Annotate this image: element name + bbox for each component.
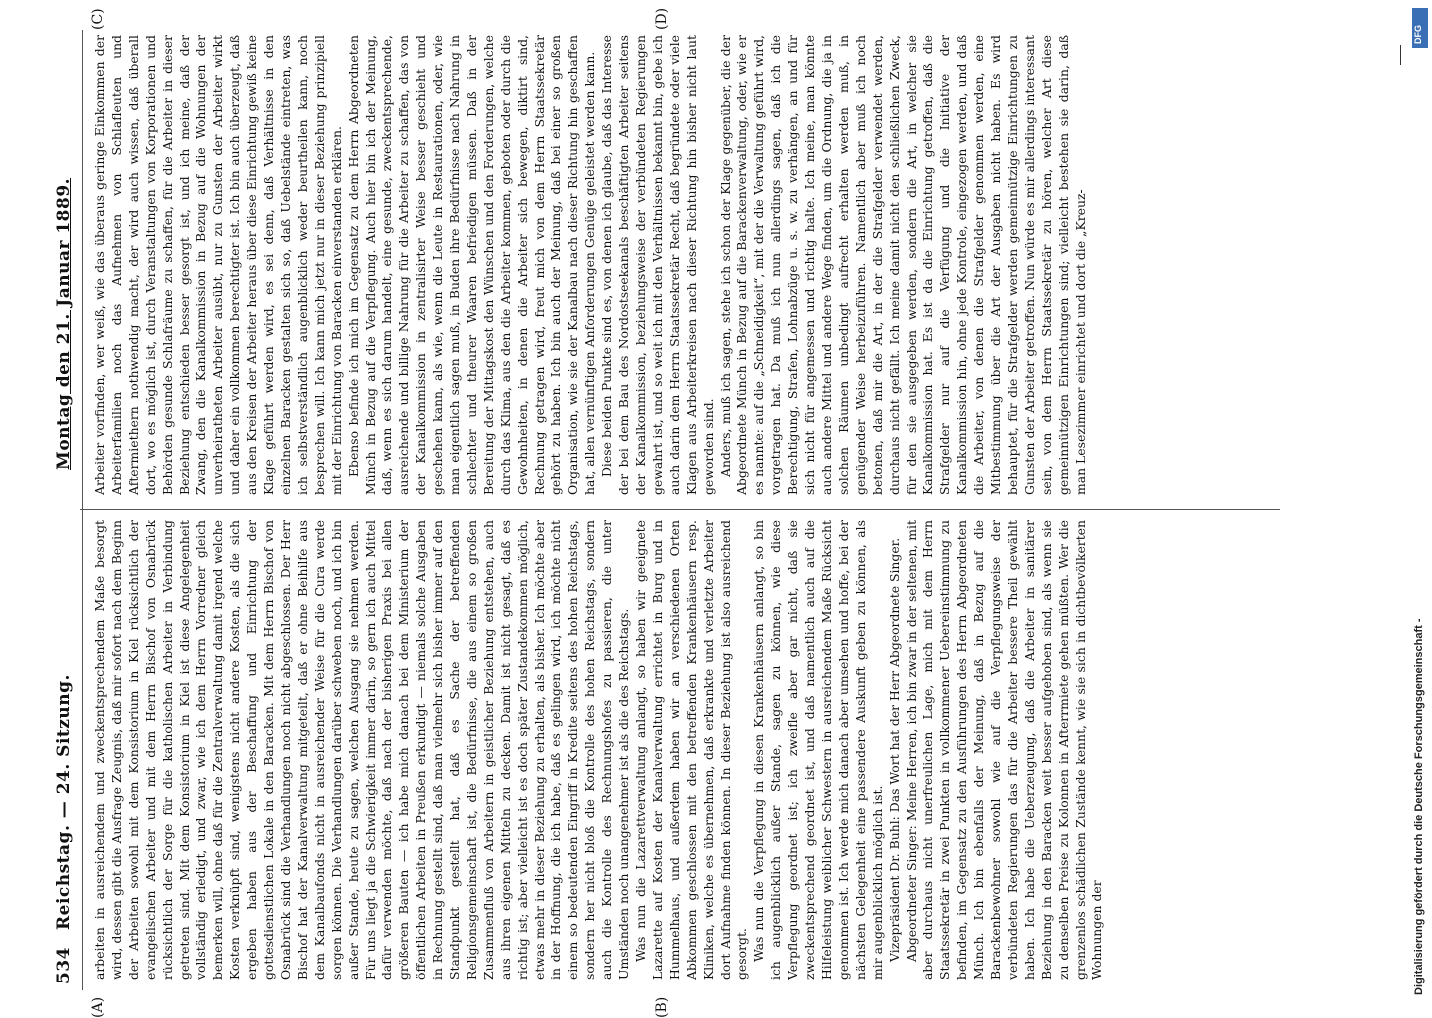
margin-marker-b: (B): [654, 996, 670, 1018]
session-date: Montag den 21. Januar 1889.: [54, 177, 74, 470]
page-number: 534: [54, 947, 74, 984]
speaker-announcement: Vizepräsident Dr. Buhl: Das Wort hat der Herr Abgeordnete Singer.: [886, 537, 902, 962]
page-header: [50, 30, 80, 990]
margin-marker-c: (C): [90, 8, 106, 30]
paragraph: Anders, muß ich sagen, stehe ich schon der Klage gegenüber, die der Abgeordnete Münch in Bezug auf die Barackenverwaltung, oder, wie er es nannte: auf die „Schneidigkeit“, mit der die Verwaltung geführt wird, vorgetragen hat. Da muß ich nun allerdings sagen, daß ich die Berechtigung, Strafen, Lohnabzüge u. s. w. zu verhängen, an und für sich nicht für angemessen und richtig halte. Ich meine, man könnte auch andere Mittel und andere Wege finden, um die Ordnung, die ja in solchen Räumen unbedingt aufrecht erhalten werden muß, in genügender Weise herbeizuführen. Namentlich aber muß ich noch betonen, daß mir die Art, in der die Strafgelder verwendet werden, durchaus nicht gefällt. Ich meine damit nicht den schließlichen Zweck, für den sie ausgegeben werden, sondern die Art, in welcher sie Kanalkommission hat. Es ist da die Einrichtung getroffen, daß die Strafgelder nur auf die Verfügung und die Initiative der Kanalkommission hin, ohne jede Kontrole, eingezogen werden, und daß die Arbeiter, von denen die Strafgelder genommen werden, eine Mitbestimmung über die Art der Ausgaben nicht haben. Es wird behauptet, für die Strafgelder werden gemeinnützige Einrichtungen zu Gunsten der Arbeiter getroffen. Nun würde es mir allerdings interessant sein, von dem Herrn Staatssekretär zu hören, welcher Art diese gemeinnützigen Einrichtungen sind; vielleicht bestehen sie darin, daß man Lesezimmer einrichtet und dort die „Kreuz-: [717, 35, 1088, 495]
paragraph: Ebenso befinde ich mich im Gegensatz zu dem Herrn Abgeordneten Münch in Bezug auf die Verpflegung. Auch hier bin ich der Meinung, daß, wenn es sich darum handelt, eine gesunde, zweckentsprechende, ausreichende und billige Nahrung für die Arbeiter zu schaffen, das von der Kanalkommission in zentralisirter Weise besser geschieht und geschehen kann, als wie, wenn die Leute in Restaurationen, oder, wie man eigentlich sagen muß, in Buden ihre Bedürfnisse nach Nahrung in schlechter und theurer Waaren befriedigen müssen. Daß in der Bereitung der Mittagskost den Wünschen und den Forderungen, welche durch das Klima, aus den die Arbeiter kommen, geboten oder durch die Gewohnheiten, in denen die Arbeiter sich bewegen, diktirt sind, Rechnung getragen wird, freut mich von dem Herrn Staatssekretär gehört zu haben. Ich bin auch der Meinung, daß bei einer so großen Organisation, wie sie der Kanalbau nach dieser Richtung hin geschaffen hat, allen vernünftigen Anforderungen Genüge geleistet werden kann.: [345, 35, 598, 495]
paragraph: arbeiten in ausreichendem und zweckentsprechendem Maße besorgt wird, dessen gibt die Ausfrage Zeugnis, daß mir sofort nach dem Beginn der Arbeiten sowohl mit dem Konsistorium in Kiel rücksichtlich der evangelischen Arbeiter und mit dem Herrn Bischof von Osnabrück rücksichtlich der Sorge für die katholischen Arbeiter in Verbindung getreten sind. Mit dem Konsistorium in Kiel ist diese Angelegenheit vollständig erledigt, und zwar, wie ich dem Herrn Vorredner gleich bemerken will, ohne daß für die Zentralverwaltung damit irgend welche Kosten verknüpft sind, wenigstens nicht andere Kosten, als die sich ergeben haben aus der Beschaffung und Einrichtung der gottesdienstlichen Lokale in den Baracken. Mit dem Herrn Bischof von Osnabrück sind die Verhandlungen noch nicht abgeschlossen. Der Herr Bischof hat der Kanalverwaltung mitgeteilt, daß er ohne Beihilfe aus dem Kanalbaufonds nicht in ausreichender Weise für die Cura werde sorgen können. Die Verhandlungen darüber schweben noch, und ich bin außer Stande, heute zu sagen, welchen Ausgang sie nehmen werden. Für uns liegt ja die Schwierigkeit immer darin, so gern ich auch Mittel dafür verwenden möchte, daß nach der bisherigen Praxis bei allen größeren Bauten — ich habe mich danach bei dem Ministerium der öffentlichen Arbeiten in Preußen erkundigt — niemals solche Ausgaben in Rechnung gestellt sind, daß man vielmehr sich bisher immer auf den Standpunkt gestellt hat, daß es Sache der betreffenden Religionsgemeinschaft ist, die Bedürfnisse, die aus einem so großen Zusammenfluß von Arbeitern in geistlicher Beziehung entstehen, auch aus ihren eigenen Mitteln zu decken. Damit ist nicht gesagt, daß es richtig ist; aber vielleicht ist es doch später Zustandekommen möglich, etwas mehr in dieser Beziehung zu erhalten, als bisher. Ich möchte aber in der Hoffnung, die ich habe, daß es gelingen wird, ich möchte nicht einem so bedeutenden Eingriff in Kredite seitens des hohen Reichstags, sondern her nicht bloß die Kontrolle des hohen Reichstags, sondern auch die Kontrolle des Rechnungshofes zu passieren, die unter Umständen noch unangenehmer ist als die des Reichstags.: [92, 520, 632, 980]
paragraph: Arbeiter vorfinden, wer weiß, wie das überaus geringe Einkommen der Arbeiterfamilien noch das Aufnehmen von Schlafleuten und Aftermiethern nothwendig macht, der wird auch wissen, daß überall dort, wo es möglich ist, durch Veranstaltungen von Korporationen und Behörden gesunde Schlafräume zu schaffen, für die Arbeiter in dieser Beziehung entschieden besser gesorgt ist, und ich meine, daß der Zwang, den die Kanalkommission in Bezug auf die Wohnungen der unverheiratheten Arbeiter ausübt, nur zu Gunsten der Arbeiter wirkt und daher ein vollkommen berechtigter ist. Ich bin auch überzeugt, daß aus den Kreisen der Arbeiter heraus über diese Einrichtung gewiß keine Klage geführt werden wird, es sei denn, daß Verhältnisse in den einzelnen Baracken gestalten sich so, daß Uebelstände eintreten, was ich selbstverständlich augenblicklich weder beurtheilen kann, noch besprechen will. Ich kann mich jetzt nur in dieser Beziehung prinzipiell mit der Einrichtung von Baracken einverstanden erklären.: [92, 35, 344, 495]
margin-marker-d: (D): [654, 7, 670, 30]
rotated-newspaper-page: [50, 7, 1420, 1018]
crop-mark: [1400, 45, 1401, 65]
margin-marker-a: (A): [90, 996, 106, 1018]
paragraph: Abgeordneter Singer: Meine Herren, ich bin zwar in der seltenen, mit aber durchaus nicht unerfreulichen Lage, mich mit dem Herrn Staatssekretär in zwei Punkten in vollkommener Uebereinstimmung zu befinden, im Gegensatz zu den Ausführungen des Herrn Abgeordneten Münch. Ich bin ebenfalls der Meinung, daß in Bezug auf die Barackenbewohner sowohl wie auf die Verpflegungsweise der verbündeten Regierungen das für die Arbeiter bessere Theil gewählt haben. Ich habe die Ueberzeugung, daß die Arbeiter in sanitärer Beziehung in den Baracken weit besser aufgehoben sind, als wenn sie zu denselben Preise zu Kolonnen in Afterrmiete gehen müßten. Wer die grenzenlos schädlichen Zustände kennt, wie sie sich in dichtbevölkerten Wohnungen der: [903, 520, 1105, 980]
watermark-text: Digitalisierung gefördert durch die Deutsche Forschungsgemeinschaft -: [1413, 618, 1425, 995]
session-title: Reichstag. — 24. Sitzung.: [54, 674, 74, 930]
header-rule: [82, 30, 83, 990]
paragraph: Diese beiden Punkte sind es, von denen ich glaube, daß das Interesse der bei dem Bau des Nordostseekanals beschäftigten Arbeiter seitens der Kanalkommission, beziehungsweise der verbündeten Regierungen gewahrt ist, und so weit ich mit den Verhältnissen bekannt bin, gebe ich auch darin dem Herrn Staatssekretär Recht, daß begründete oder viele Klagen aus Arbeiterkreisen nach dieser Richtung hin bisher nicht laut geworden sind.: [599, 35, 716, 495]
column-divider: [80, 509, 1280, 510]
right-column: [92, 35, 1282, 495]
paragraph: Was nun die Verpflegung in diesen Krankenhäusern anlangt, so bin ich augenblicklich außer Stande, sagen zu können, wie diese Verpflegung geordnet ist; ich zweifle aber gar nicht, daß sie zweckentsprechend geordnet ist, und daß namentlich auch auf die Hilfeleistung weiblicher Schwestern in ausreichendem Maße Rücksicht genommen ist. Ich werde mich danach aber umsehen und hoffe, bei der nächsten Gelegenheit eine passendere Auskunft geben zu können, als mir augenblicklich möglich ist.: [751, 520, 885, 980]
dfg-logo-text: DFG: [1413, 25, 1423, 44]
digitization-watermark: [1410, 5, 1430, 995]
dfg-logo: [1412, 8, 1428, 48]
left-column: [92, 520, 1282, 980]
paragraph: Was nun die Lazarettverwaltung anlangt, so haben wir geeignete Lazarette auf Kosten der Kanalverwaltung errichtet in Burg und in Hummelhaus, und außerdem haben wir an verschiedenen Orten Abkommen geschlossen mit den betreffenden Krankenhäusern resp. Kliniken, welche es übernehmen, daß erkrankte und verletzte Arbeiter dort Aufnahme finden können. In dieser Beziehung ist also ausreichend gesorgt.: [633, 520, 750, 980]
